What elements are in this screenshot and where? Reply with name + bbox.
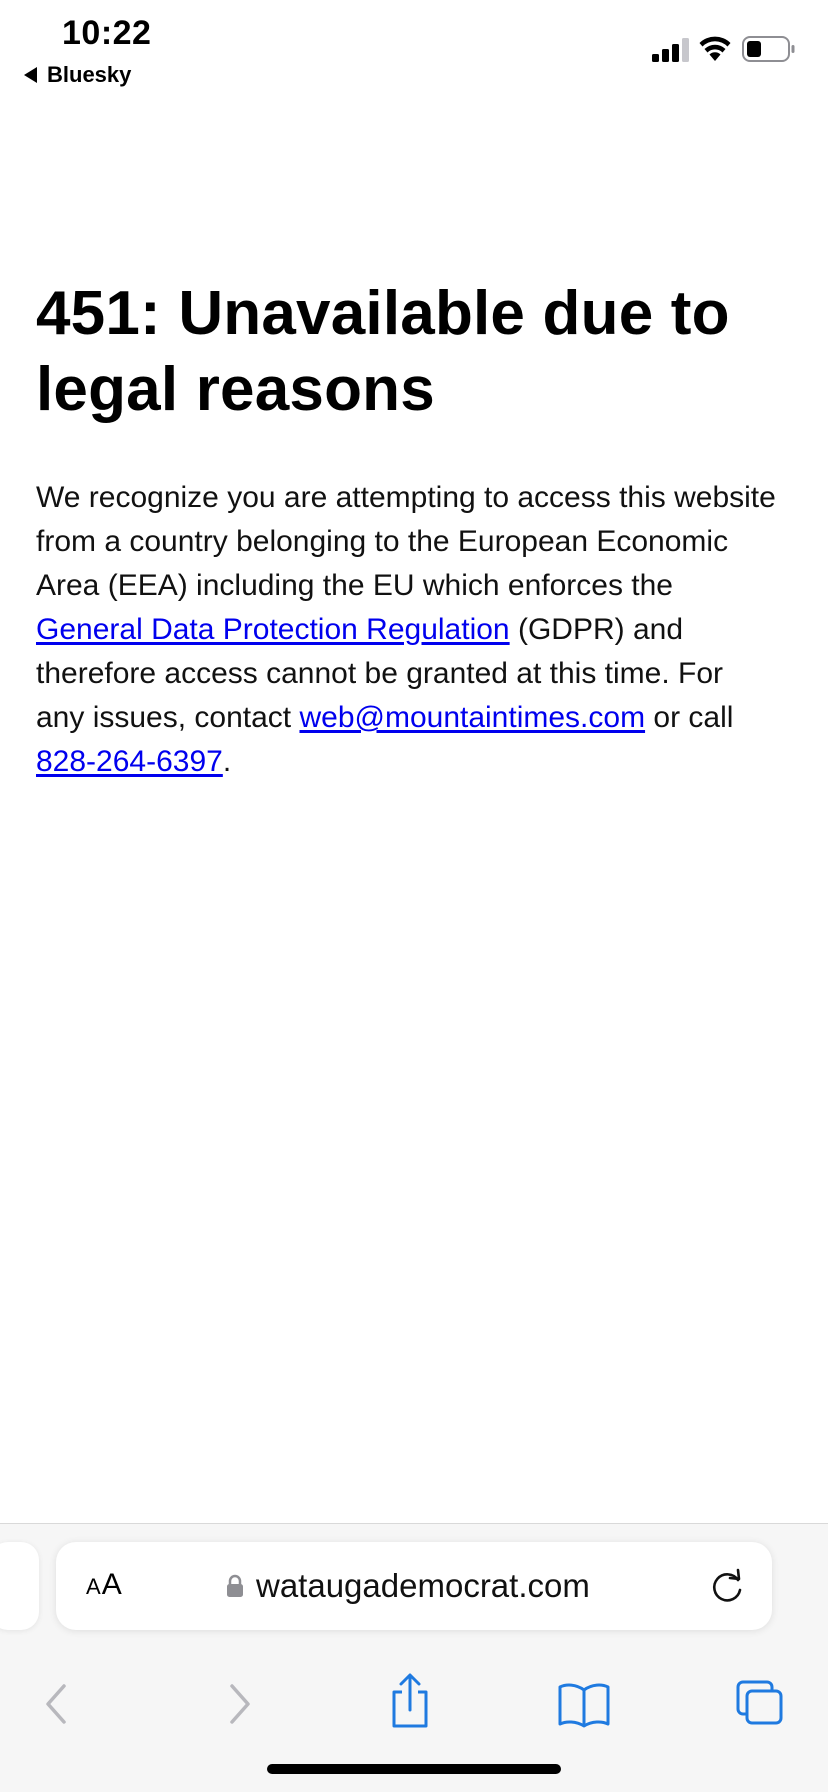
back-app-label: Bluesky — [47, 62, 132, 87]
email-link[interactable]: web@mountaintimes.com — [299, 701, 646, 734]
lock-icon — [226, 1574, 244, 1598]
status-time: 10:22 — [62, 14, 152, 52]
back-to-app-button[interactable] — [24, 62, 131, 88]
back-arrow-icon[interactable] — [38, 1654, 78, 1754]
forward-arrow-icon[interactable] — [218, 1654, 258, 1754]
bookmarks-icon[interactable] — [556, 1654, 612, 1754]
phone-link[interactable]: 828-264-6397 — [36, 745, 223, 778]
previous-tab-preview[interactable] — [0, 1542, 39, 1630]
browser-toolbar — [0, 1523, 828, 1792]
message-end: . — [222, 745, 232, 778]
back-triangle-icon — [24, 67, 37, 83]
error-message — [36, 476, 776, 784]
message-text-3: or call — [645, 701, 734, 734]
message-text-1: We recognize you are attempting to access this website from a country belonging to the European Economic Area (EEA) including the EU which enforces the — [36, 481, 776, 602]
error-content — [36, 276, 776, 784]
page-title: 451: Unavailable due to legal reasons — [36, 279, 730, 424]
url-text: wataugademocrat.com — [256, 1567, 590, 1604]
url-display[interactable] — [226, 1542, 590, 1630]
battery-icon — [742, 36, 796, 62]
gdpr-link[interactable]: General Data Protection Regulation — [36, 613, 510, 646]
wifi-icon — [698, 34, 732, 62]
home-indicator[interactable] — [267, 1764, 561, 1774]
address-bar[interactable] — [56, 1542, 772, 1630]
reader-mode-button[interactable]: AA — [86, 1568, 123, 1601]
signal-icon — [652, 38, 690, 62]
share-icon[interactable] — [386, 1654, 434, 1754]
message-text-2: (GDPR) and therefore access cannot be granted at this time. For any issues, contact — [36, 613, 724, 734]
reload-icon[interactable] — [708, 1566, 746, 1606]
navigation-row — [0, 1654, 828, 1754]
tabs-icon[interactable] — [734, 1654, 786, 1754]
